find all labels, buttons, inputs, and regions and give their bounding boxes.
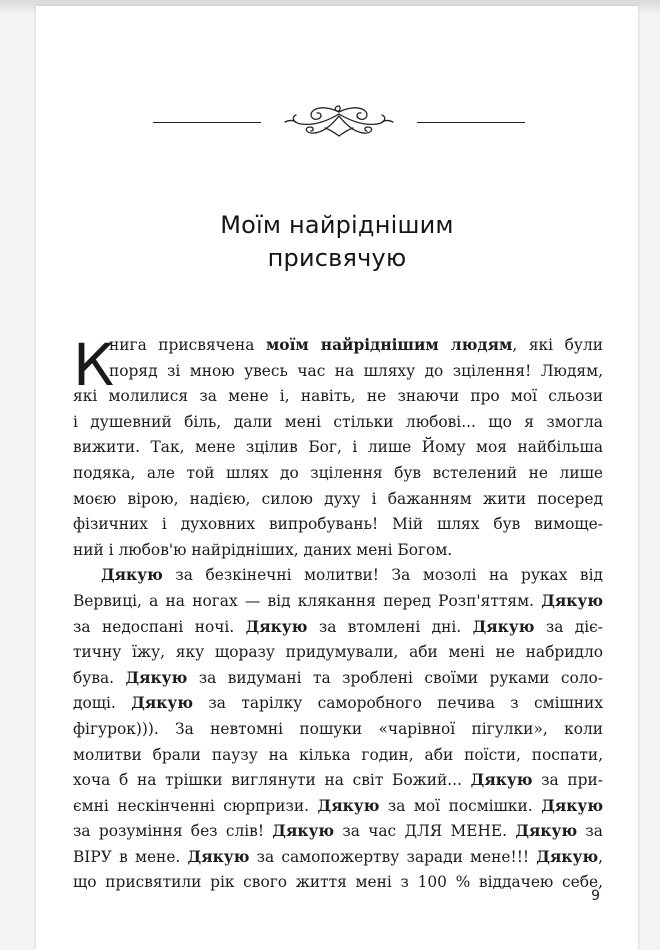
text-run: поряд зі мною увесь час на шляху до зцілення! Людям, — [109, 361, 603, 380]
text-run: за час ДЛЯ МЕНЕ. — [334, 822, 516, 841]
text-run: дощі. — [73, 694, 132, 713]
bold-text: Дякую — [125, 668, 188, 687]
text-run: за видумані та зроблені своїми руками соло- — [187, 668, 603, 687]
text-run: молитви брали паузу на кілька годин, аби поїсти, поспати, — [73, 745, 603, 764]
body-text — [73, 333, 603, 896]
text-line — [73, 691, 603, 717]
text-line — [73, 743, 603, 769]
text-run: , які були — [512, 336, 603, 354]
text-line — [73, 666, 603, 692]
text-line — [73, 794, 603, 820]
text-line — [73, 538, 603, 564]
text-run: бува. — [73, 668, 126, 687]
bold-text: Дякую — [541, 591, 603, 610]
text-run: ний і любов'ю найрідніших, даних мені Богом. — [73, 540, 453, 559]
flourish-icon — [281, 100, 397, 140]
text-run: подяка, але той шлях до зцілення був встелений не лише — [73, 463, 603, 482]
text-run: ВІРУ в мене. — [73, 847, 188, 866]
bold-text: Дякую — [187, 847, 250, 866]
text-line — [73, 359, 603, 385]
text-run: хоча б на трішки виглянути на світ Божий... — [73, 771, 471, 790]
title-line-2: присвячую — [267, 244, 407, 272]
text-run: які молилися за мене і, навіть, не знаючи про мої сльози — [73, 387, 603, 406]
bold-text: Дякую — [515, 822, 578, 841]
text-run: за безкінечні молитви! За мозолі на руках від — [162, 566, 603, 585]
text-run: моєю вірою, надією, силою духу і бажанням жити посеред — [73, 489, 603, 508]
text-run: за самопожертву заради мене!!! — [249, 847, 537, 866]
text-line — [73, 461, 603, 487]
text-run: за тарілку саморобного печива з смішних — [193, 694, 603, 713]
text-line — [73, 487, 603, 513]
page-number: 9 — [591, 888, 600, 904]
text-line — [73, 640, 603, 666]
paragraph-thanks — [73, 563, 603, 896]
bold-text: Дякую — [317, 796, 380, 815]
text-line — [73, 845, 603, 871]
bold-text: Дякую — [272, 822, 335, 841]
bold-text: Дякую — [536, 847, 599, 866]
text-run: за розуміння без слів! — [73, 822, 273, 841]
text-run: за діє- — [534, 617, 603, 636]
text-run: нига присвячена — [109, 336, 266, 354]
bold-text: Дякую — [131, 694, 194, 713]
text-run: що присвятили рік свого життя мені з 100 % віддачею себе, — [73, 873, 603, 892]
paragraph-dedication — [73, 333, 603, 563]
bold-text: Дякую — [470, 771, 533, 790]
text-run: за мої посмішки. — [379, 796, 542, 815]
text-line — [73, 435, 603, 461]
text-run: , — [598, 847, 604, 866]
text-line — [73, 589, 603, 615]
text-run: і душевний біль, дали мені стільки любові... що я змогла — [73, 412, 603, 431]
text-run: фігурок))). За невтомні пошуки «чарівної пігулки», коли — [73, 719, 603, 738]
bold-text: Дякую — [101, 566, 163, 585]
text-line — [73, 563, 603, 589]
text-run: тичну їжу, яку щоразу придумували, аби мені не набридло — [73, 643, 603, 662]
text-run: вижити. Так, мене зцілив Бог, і лише Йому моя найбільша — [73, 438, 603, 457]
text-run: ємні нескінченні сюрпризи. — [73, 796, 318, 815]
bold-text: Дякую — [245, 617, 308, 636]
drop-cap: К — [73, 331, 115, 399]
bold-text: моїм найріднішим людям — [265, 336, 513, 354]
page-title — [36, 209, 638, 275]
book-page — [36, 6, 638, 950]
text-run: за — [577, 822, 603, 841]
text-line — [73, 819, 603, 845]
text-run: за втомлені дні. — [307, 617, 473, 636]
text-line — [73, 717, 603, 743]
ornament-divider — [153, 100, 525, 140]
bold-text: Дякую — [472, 617, 535, 636]
ornament-line-left — [153, 122, 261, 123]
title-line-1: Моїм найріднішим — [220, 211, 454, 239]
text-line — [73, 870, 603, 896]
text-run: Вервиці, а на ногах — від клякання перед Розп'яттям. — [73, 591, 542, 610]
text-line — [73, 512, 603, 538]
text-line — [73, 768, 603, 794]
text-run: за недоспані ночі. — [73, 617, 246, 636]
text-line — [73, 410, 603, 436]
bold-text: Дякую — [541, 796, 603, 815]
text-line — [73, 615, 603, 641]
text-run: за при- — [532, 771, 603, 790]
text-run: фізичних і духовних випробувань! Мій шлях був вимоще- — [73, 515, 603, 534]
text-line — [73, 384, 603, 410]
ornament-line-right — [417, 122, 525, 123]
